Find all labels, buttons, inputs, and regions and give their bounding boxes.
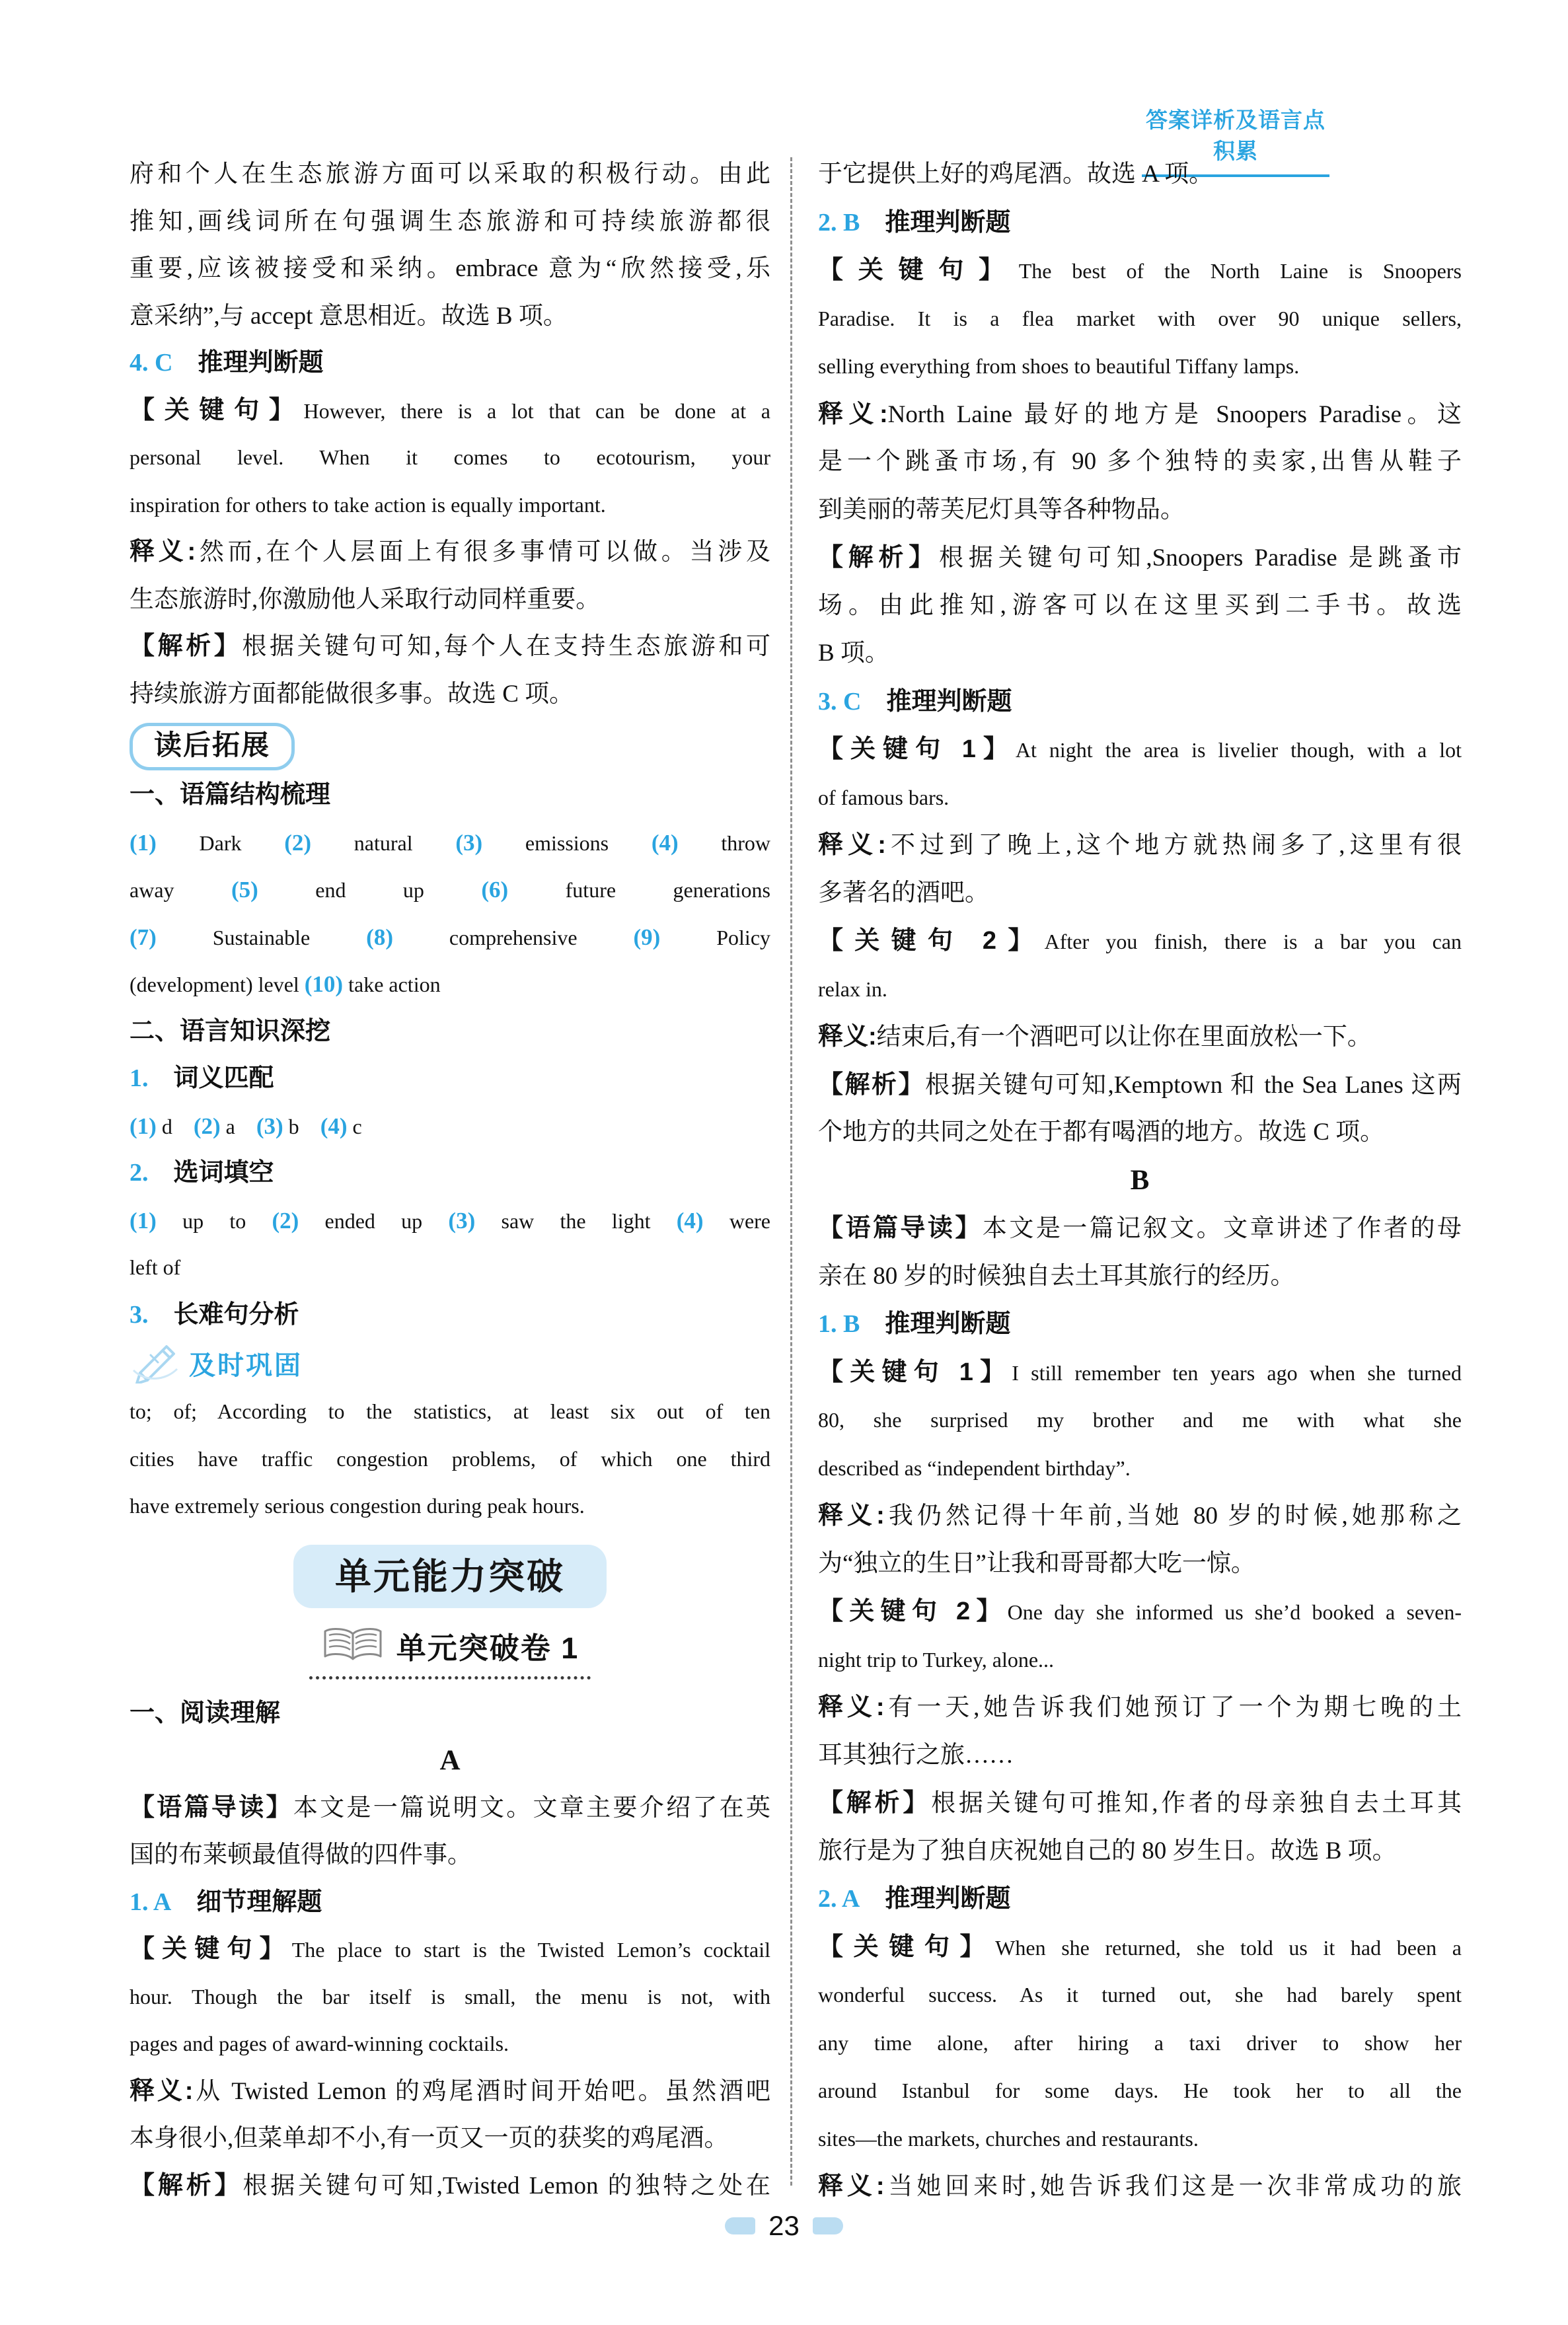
text-line (818, 1253, 1462, 1301)
answer-label: (4) (320, 1113, 348, 1139)
text-segment: b (283, 1114, 320, 1138)
text-segment: 为“独立的生日”让我和哥哥都大吃一惊。 (818, 1549, 1255, 1577)
text-line (130, 1388, 770, 1436)
text-segment: have extremely serious congestion during peak hours. (130, 1494, 585, 1518)
text-segment: 根据关键句可知,Twisted Lemon 的独特之处在 (243, 2172, 770, 2199)
text-line (818, 1588, 1462, 1636)
text-line (130, 2020, 770, 2068)
page-header-title: 答案详析及语言点积累 (1142, 103, 1329, 177)
section-label: 长难句分析 (148, 1300, 299, 1329)
text-line (130, 387, 770, 435)
text-segment: 旅行是为了独自庆祝她自己的 80 岁生日。故选 B 项。 (818, 1837, 1397, 1864)
text-segment: d (156, 1114, 194, 1138)
text-segment: 到美丽的蒂芙尼灯具等各种物品。 (818, 496, 1185, 523)
answer-label: (5) (231, 877, 258, 903)
text-line (818, 1204, 1462, 1253)
exam-title-label: 单元突破卷 1 (396, 1631, 579, 1665)
answer-label: 2. A (818, 1885, 860, 1913)
text-line (130, 1244, 770, 1292)
text-line (818, 774, 1462, 822)
text-line (130, 1008, 770, 1056)
text-segment: (development) level (130, 973, 305, 996)
text-segment: 根据关键句可知,Snoopers Paradise 是跳蚤市 (939, 544, 1462, 572)
text-line (818, 869, 1462, 918)
text-segment: selling everything from shoes to beautiful Tiffany lamps. (818, 354, 1300, 378)
text-line (818, 1157, 1462, 1205)
text-segment: North Laine 最好的地方是 Snoopers Paradise。这 (887, 400, 1462, 428)
text-line (130, 914, 770, 961)
text-line (130, 576, 770, 624)
text-segment: At night the area is livelier though, with a lot (1015, 738, 1462, 762)
answer-label: 4. C (130, 349, 173, 377)
section-label: 二、语言知识深挖 (130, 1017, 331, 1045)
text-segment: 结束后,有一个酒吧可以让你在里面放松一下。 (876, 1023, 1372, 1051)
text-line (130, 1055, 770, 1103)
text-line (130, 671, 770, 718)
text-segment: I still remember ten years ago when she turned (1012, 1360, 1462, 1385)
section-label: 【解析】 (818, 1070, 926, 1099)
text-segment: 本文是一篇说明文。文章主要介绍了在英 (293, 1794, 770, 1822)
text-line (818, 725, 1462, 774)
text-segment: 亲在 80 岁的时候独自去土耳其旅行的经历。 (818, 1262, 1295, 1290)
text-segment: cities have traffic congestion problems, of which one third (130, 1446, 770, 1471)
answer-label: 1. (130, 1064, 149, 1092)
text-segment: were (703, 1208, 770, 1233)
text-segment: 不过到了晚上,这个地方就热闹多了,这里有很 (885, 832, 1462, 859)
text-line (130, 1879, 770, 1927)
text-segment: 我仍然记得十年前,当她 80 岁的时候,她那称之 (884, 1502, 1462, 1530)
answer-label: (8) (366, 924, 393, 950)
text-segment: The best of the North Laine is Snoopers (1018, 259, 1462, 283)
text-segment: Sustainable (156, 925, 367, 949)
page-number: 23 (768, 2210, 800, 2241)
text-line (818, 630, 1462, 678)
text-line (818, 199, 1462, 247)
text-line (130, 1197, 770, 1245)
text-line (130, 245, 770, 293)
answer-label: (1) (130, 829, 157, 856)
text-line (818, 1348, 1462, 1397)
text-segment: up to (156, 1208, 272, 1233)
text-segment: Paradise. It is a flea market with over 90 unique sellers, (818, 306, 1462, 330)
exam-title-inner (309, 1624, 591, 1679)
section-label: 推理判断题 (860, 1310, 1011, 1338)
column-divider-dashed (790, 157, 792, 2186)
section-label: 释义: (130, 2077, 194, 2105)
text-line (818, 534, 1462, 582)
text-segment: described as “independent birthday”. (818, 1456, 1131, 1480)
text-segment: saw the light (475, 1208, 677, 1233)
section-label: 【关键句】 (130, 396, 304, 424)
text-segment: 耳其独行之旅…… (818, 1741, 1014, 1769)
text-segment: ended up (299, 1208, 449, 1233)
text-segment: 场。由此推知,游客可以在这里买到二手书。故选 (818, 591, 1462, 619)
section-label: 词义匹配 (148, 1064, 274, 1092)
text-line (130, 772, 770, 819)
text-segment: comprehensive (392, 925, 634, 949)
answer-label: 3. C (818, 687, 862, 716)
section-label: 【关键句 1】 (818, 1358, 1012, 1386)
answer-label: (2) (193, 1113, 221, 1139)
text-line (130, 1785, 770, 1832)
section-label: 推理判断题 (172, 349, 324, 377)
section-label: 释义: (818, 1693, 885, 1721)
text-segment: night trip to Turkey, alone... (818, 1647, 1055, 1672)
section-label: 【关键句】 (130, 1935, 292, 1963)
answer-label: (1) (130, 1207, 157, 1234)
text-line (130, 866, 770, 914)
text-segment: Policy (660, 925, 770, 949)
text-line (130, 961, 770, 1008)
text-line (818, 2019, 1462, 2067)
answer-label: 2. B (818, 208, 860, 237)
answer-label: (3) (448, 1207, 476, 1234)
section-label: 细节理解题 (171, 1888, 322, 1916)
text-line (818, 390, 1462, 439)
text-segment: However, there is a lot that can be done at a (303, 398, 770, 423)
left-column (130, 151, 770, 2209)
section-label: 【语篇导读】 (818, 1214, 983, 1242)
text-segment: left of (130, 1255, 181, 1279)
text-line (130, 529, 770, 576)
unit-breakthrough-banner (130, 1530, 770, 1624)
text-line (130, 293, 770, 340)
exam-paper-title (130, 1624, 770, 1690)
answer-label: (1) (130, 1113, 157, 1139)
text-line (818, 1061, 1462, 1109)
text-line (130, 2068, 770, 2116)
text-segment: end up (258, 878, 482, 902)
page-footer (0, 2212, 1568, 2240)
text-line (130, 1292, 770, 1339)
answer-label: (9) (633, 924, 661, 950)
answer-label: 1. B (818, 1310, 860, 1338)
text-line (818, 1732, 1462, 1780)
text-segment: pages and pages of award-winning cocktails. (130, 2032, 509, 2055)
section-label: 【关键句 2】 (818, 1598, 1008, 1625)
text-segment: 本文是一篇记叙文。文章讲述了作者的母 (982, 1215, 1462, 1242)
section-label: 【关键句】 (818, 256, 1019, 284)
text-segment: One day she informed us she’d booked a seven- (1007, 1600, 1462, 1624)
answer-label: (4) (651, 829, 679, 856)
text-line (130, 1150, 770, 1197)
text-line (130, 340, 770, 387)
text-line (130, 1690, 770, 1738)
text-line (130, 1974, 770, 2021)
section-label: 推理判断题 (860, 208, 1011, 237)
text-segment: emissions (482, 830, 652, 855)
section-label: 【关键句 1】 (818, 735, 1016, 763)
text-line (818, 1444, 1462, 1493)
text-segment: 个地方的共同之处在于都有喝酒的地方。故选 C 项。 (818, 1119, 1385, 1146)
text-segment: When she returned, she told us it had been a (995, 1935, 1462, 1960)
text-segment: A (439, 1745, 461, 1776)
text-line (818, 1683, 1462, 1732)
open-book-icon (321, 1626, 385, 1664)
text-line (130, 434, 770, 482)
text-line (130, 1483, 770, 1530)
answer-label: (10) (304, 971, 344, 997)
text-segment: 根据关键句可知,每个人在支持生态旅游和可 (242, 633, 770, 660)
section-label: 释义: (130, 538, 196, 566)
text-segment: 本身很小,但菜单却不小,有一页又一页的获奖的鸡尾酒。 (130, 2125, 729, 2152)
text-segment: around Istanbul for some days. He took her to all the (818, 2079, 1462, 2102)
text-segment: a (220, 1114, 256, 1138)
text-segment: take action (343, 973, 441, 996)
text-line (130, 1103, 770, 1150)
text-segment: 当她回来时,她告诉我们这是一次非常成功的旅 (884, 2173, 1462, 2200)
section-label: 一、阅读理解 (130, 1699, 281, 1727)
text-segment: any time alone, after hiring a taxi driver to show her (818, 2030, 1462, 2055)
text-line (130, 819, 770, 867)
text-segment: 意采纳”,与 accept 意思相近。故选 B 项。 (130, 302, 568, 330)
text-line (818, 1492, 1462, 1540)
pencil-icon (131, 1344, 180, 1384)
section-label: 释义: (818, 2172, 885, 2200)
text-line (818, 151, 1462, 199)
text-line (130, 151, 770, 198)
text-line (818, 2162, 1462, 2211)
text-line (130, 198, 770, 246)
text-line (130, 1926, 770, 1974)
text-segment: inspiration for others to take action is equally important. (130, 492, 606, 517)
section-label: 推理判断题 (860, 1885, 1011, 1913)
text-segment: After you finish, there is a bar you can (1044, 930, 1462, 953)
text-segment: 根据关键句可知,Kemptown 和 the Sea Lanes 这两 (925, 1071, 1462, 1099)
after-reading-badge (130, 718, 770, 772)
text-line (818, 917, 1462, 965)
section-label: 【关键句 2】 (818, 927, 1045, 955)
answer-label: (2) (272, 1207, 299, 1234)
answer-label: 3. (130, 1300, 149, 1329)
section-label: 选词填空 (148, 1159, 274, 1187)
text-line (818, 1971, 1462, 2019)
banner-label: 单元能力突破 (293, 1545, 607, 1608)
text-line (818, 295, 1462, 343)
text-segment: natural (311, 830, 456, 855)
text-line (818, 246, 1462, 295)
text-segment: relax in. (818, 977, 887, 1001)
section-label: 释义: (818, 831, 886, 859)
text-line (818, 1109, 1462, 1157)
text-line (818, 2115, 1462, 2163)
text-line (818, 821, 1462, 869)
text-segment: 国的布莱顿最值得做的四件事。 (130, 1841, 472, 1868)
answer-label: (3) (256, 1113, 283, 1139)
text-segment: 府和个人在生态旅游方面可以采取的积极行动。由此 (130, 161, 770, 188)
section-label: 【语篇导读】 (130, 1793, 293, 1822)
text-line (818, 342, 1462, 390)
right-column (818, 151, 1462, 2211)
answer-label: (6) (481, 877, 509, 903)
text-line (130, 1831, 770, 1879)
text-segment: 从 Twisted Lemon 的鸡尾酒时间开始吧。虽然酒吧 (193, 2077, 770, 2105)
text-line (818, 965, 1462, 1014)
answer-label: (3) (455, 829, 483, 856)
text-segment: hour. Though the bar itself is small, the menu is not, with (130, 1984, 770, 2009)
text-segment: B (1130, 1164, 1150, 1196)
text-segment: sites—the markets, churches and restaurants. (818, 2126, 1199, 2151)
text-segment: Dark (156, 830, 285, 855)
text-line (818, 678, 1462, 726)
answer-label: (4) (676, 1207, 704, 1234)
answer-label: 2. (130, 1159, 149, 1187)
text-segment: 多著名的酒吧。 (818, 879, 989, 906)
text-line (818, 486, 1462, 535)
text-line (818, 582, 1462, 630)
text-line (818, 1396, 1462, 1444)
text-segment: 生态旅游时,你激励他人采取行动同样重要。 (130, 585, 601, 613)
text-line (818, 1923, 1462, 1972)
section-label: 【解析】 (130, 632, 243, 660)
text-segment: to; of; According to the statistics, at least six out of ten (130, 1399, 770, 1423)
text-segment: 重要,应该被接受和采纳。embrace 意为“欣然接受,乐 (130, 255, 770, 282)
text-line (130, 1436, 770, 1483)
text-line (130, 2162, 770, 2210)
answer-label: 1. A (130, 1888, 172, 1916)
text-segment: 是一个跳蚤市场,有 90 多个独特的卖家,出售从鞋子 (818, 448, 1462, 475)
text-line (130, 1737, 770, 1785)
text-segment: throw (678, 830, 770, 855)
text-line (818, 1636, 1462, 1684)
answer-label: (7) (130, 924, 157, 950)
text-segment: 推知,画线词所在句强调生态旅游和可持续旅游都很 (130, 207, 770, 235)
text-line (130, 2115, 770, 2162)
text-line (818, 1013, 1462, 1061)
text-line (818, 1875, 1462, 1923)
text-segment: 根据关键句可推知,作者的母亲独自去土耳其 (931, 1790, 1462, 1817)
text-line (818, 1779, 1462, 1827)
section-label: 【解析】 (818, 1789, 932, 1817)
text-segment: 然而,在个人层面上有很多事情可以做。当涉及 (196, 538, 770, 566)
text-segment: away (130, 878, 231, 902)
text-line (818, 438, 1462, 486)
text-line (130, 482, 770, 529)
badge-label: 读后拓展 (130, 723, 295, 770)
section-label: 【解析】 (130, 2171, 243, 2199)
footer-left-pill (725, 2217, 755, 2234)
answer-label: (2) (284, 829, 312, 856)
section-label: 一、语篇结构梳理 (130, 781, 331, 809)
text-line (130, 623, 770, 671)
text-segment: 持续旅游方面都能做很多事。故选 C 项。 (130, 680, 574, 708)
text-segment: wonderful success. As it turned out, she had barely spent (818, 1983, 1462, 2007)
section-label: 释义: (818, 400, 888, 428)
practice-prompt (130, 1339, 770, 1388)
section-label: 【解析】 (818, 544, 940, 572)
text-segment: B 项。 (818, 640, 889, 667)
text-segment: personal level. When it comes to ecotourism, your (130, 445, 770, 469)
text-segment: of famous bars. (818, 785, 950, 809)
text-segment: 有一天,她告诉我们她预订了一个为期七晚的土 (884, 1694, 1462, 1721)
section-label: 【关键句】 (818, 1933, 996, 1961)
text-segment: 80, she surprised my brother and me with what she (818, 1408, 1462, 1432)
text-segment: c (347, 1114, 362, 1138)
text-line (818, 1540, 1462, 1588)
section-label: 释义: (818, 1502, 885, 1530)
practice-label: 及时巩固 (189, 1351, 303, 1380)
section-label: 推理判断题 (861, 687, 1012, 716)
text-line (818, 1300, 1462, 1348)
text-segment: future generations (508, 878, 770, 902)
text-segment: The place to start is the Twisted Lemon’s cocktail (291, 1938, 770, 1962)
section-label: 释义: (818, 1023, 877, 1051)
text-segment: 于它提供上好的鸡尾酒。故选 A 项。 (818, 161, 1214, 188)
footer-right-pill (813, 2217, 843, 2234)
text-line (818, 2067, 1462, 2115)
text-line (818, 1827, 1462, 1876)
